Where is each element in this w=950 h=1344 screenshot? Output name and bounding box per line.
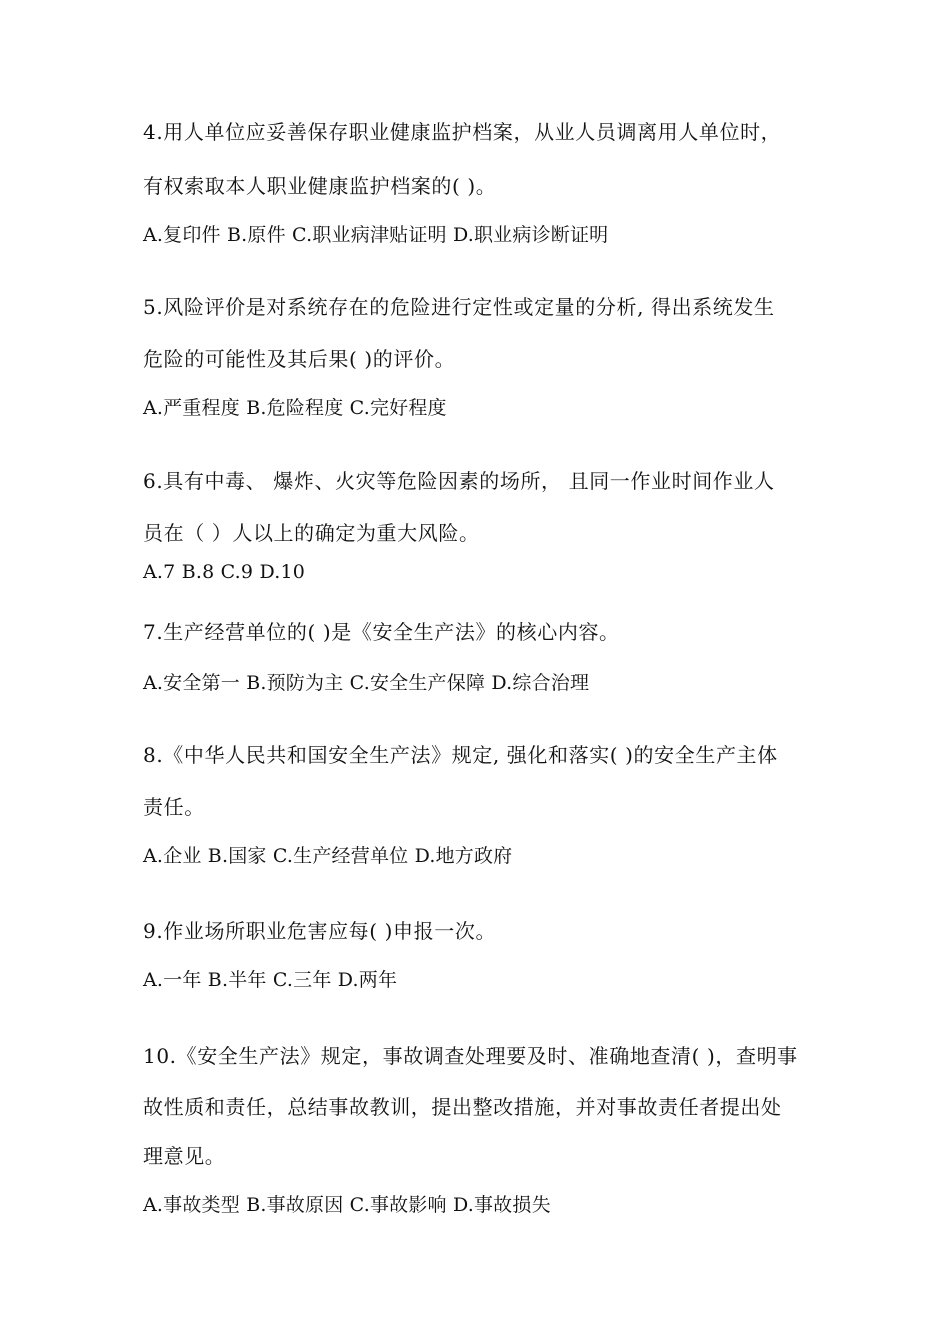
question-4-line-1: 4.用人单位应妥善保存职业健康监护档案，从业人员调离用人单位时， (143, 120, 782, 144)
question-10-options: A.事故类型 B.事故原因 C.事故影响 D.事故损失 (143, 1194, 551, 1216)
question-5-line-1: 5.风险评价是对系统存在的危险进行定性或定量的分析, 得出系统发生 (143, 295, 775, 319)
question-5-options: A.严重程度 B.危险程度 C.完好程度 (143, 397, 447, 419)
question-8-options: A.企业 B.国家 C.生产经营单位 D.地方政府 (143, 845, 513, 867)
question-6-line-1: 6.具有中毒、 爆炸、火灾等危险因素的场所， 且同一作业时间作业人 (143, 469, 775, 493)
question-4-line-2: 有权索取本人职业健康监护档案的( )。 (143, 174, 497, 198)
question-10-line-1: 10.《安全生产法》规定，事故调查处理要及时、准确地查清( )，查明事 (143, 1044, 798, 1068)
question-6-line-2: 员在（ ）人以上的确定为重大风险。 (143, 521, 480, 545)
question-9-line-1: 9.作业场所职业危害应每( )申报一次。 (143, 919, 497, 943)
question-8-line-1: 8.《中华人民共和国安全生产法》规定, 强化和落实( )的安全生产主体 (143, 743, 778, 767)
question-10-line-3: 理意见。 (143, 1144, 226, 1168)
question-7-options: A.安全第一 B.预防为主 C.安全生产保障 D.综合治理 (143, 672, 590, 694)
question-10-line-2: 故性质和责任，总结事故教训，提出整改措施，并对事故责任者提出处 (143, 1095, 782, 1119)
question-9-options: A.一年 B.半年 C.三年 D.两年 (143, 969, 398, 991)
question-8-line-2: 责任。 (143, 795, 205, 819)
question-5-line-2: 危险的可能性及其后果( )的评价。 (143, 347, 456, 371)
question-7-line-1: 7.生产经营单位的( )是《安全生产法》的核心内容。 (143, 620, 620, 644)
question-4-options: A.复印件 B.原件 C.职业病津贴证明 D.职业病诊断证明 (143, 224, 609, 246)
question-6-options: A.7 B.8 C.9 D.10 (143, 561, 306, 583)
